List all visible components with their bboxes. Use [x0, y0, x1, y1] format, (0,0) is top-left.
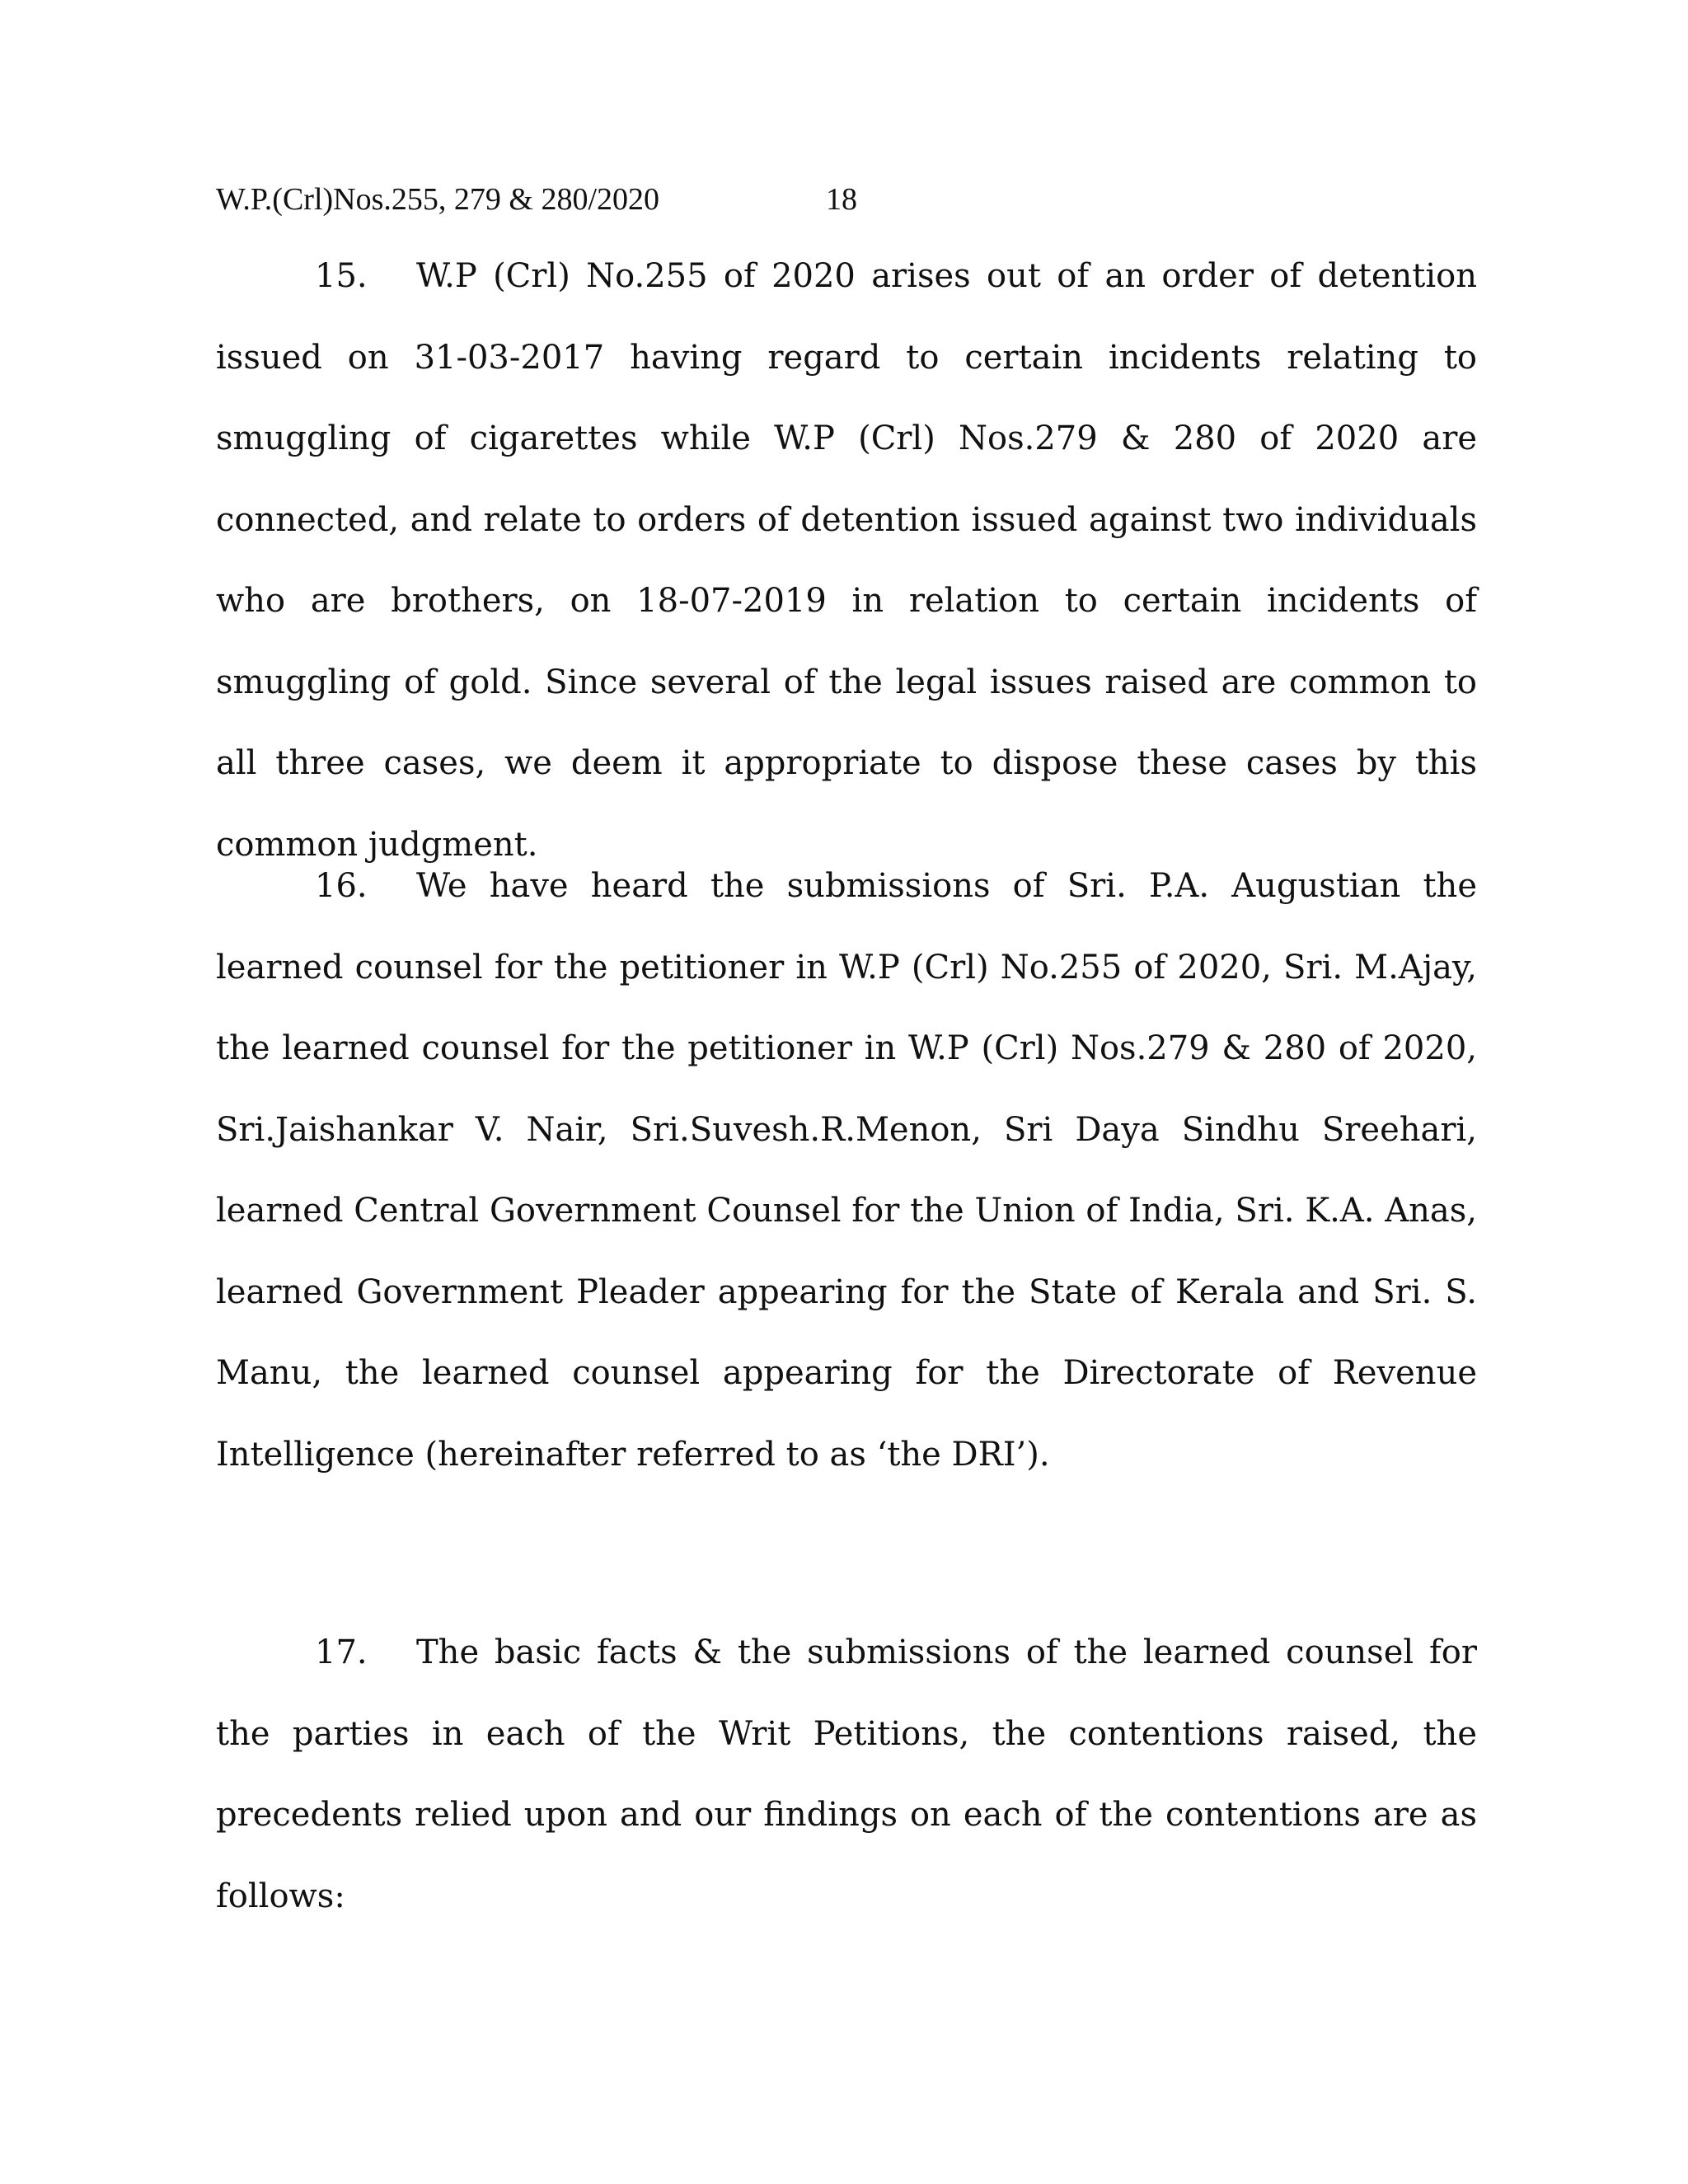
paragraph-text: W.P (Crl) No.255 of 2020 arises out of an order of detention issued on 31-03-2017 having regard to certain incidents relating to smuggling of cigarettes while W.P (Crl) Nos.279 & 280 of 2020 are connected, and relate to orders of detention issued against two individuals who are brothers, on 18-07-2019 in relation to certain incidents of smuggling of gold. Since several of the legal issues raised are common to all three cases, we deem it appropriate to dispose these cases by this common judgment.: [216, 257, 1477, 864]
paragraph-text: The basic facts & the submissions of the learned counsel for the parties in each of the Writ Petitions, the contentions raised, the precedents relied upon and our findings on each of the contentions are as follows:: [216, 1633, 1477, 1915]
paragraph-15: [216, 236, 1477, 885]
paragraph-16: [216, 846, 1477, 1495]
paragraph-number: 17.: [315, 1633, 368, 1671]
page-number: 18: [826, 182, 857, 217]
paragraph-number: 16.: [315, 867, 368, 905]
paragraph-17: [216, 1612, 1477, 1937]
case-number: W.P.(Crl)Nos.255, 279 & 280/2020: [216, 182, 660, 217]
page-header: [216, 178, 1477, 221]
paragraph-text: We have heard the submissions of Sri. P.A. Augustian the learned counsel for the petitioner in W.P (Crl) No.255 of 2020, Sri. M.Ajay, the learned counsel for the petitioner in W.P (Crl) Nos.279 & 280 of 2020, Sri.Jaishankar V. Nair, Sri.Suvesh.R.Menon, Sri Daya Sindhu Sreehari, learned Central Government Counsel for the Union of India, Sri. K.A. Anas, learned Government Pleader appearing for the State of Kerala and Sri. S. Manu, the learned counsel appearing for the Directorate of Revenue Intelligence (hereinafter referred to as ‘the DRI’).: [216, 867, 1477, 1474]
paragraph-number: 15.: [315, 257, 368, 295]
